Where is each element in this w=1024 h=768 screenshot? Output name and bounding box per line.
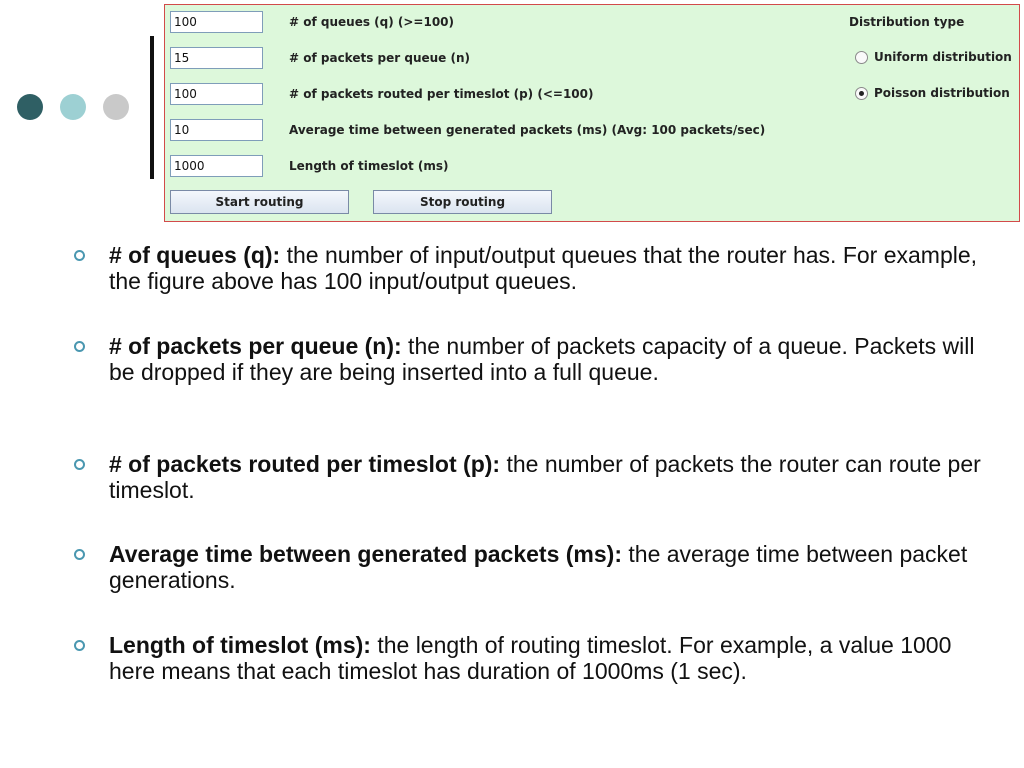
uniform-distribution-label: Uniform distribution: [874, 50, 1012, 64]
bullet-term: # of packets per queue (n):: [109, 333, 402, 359]
packets-per-timeslot-input[interactable]: [170, 83, 263, 105]
bullet-description: the average time between packet generations.: [109, 541, 968, 593]
bullet-description: the number of input/output queues that the router has. For example, the figure above has 100 input/output queues.: [109, 242, 978, 294]
queues-label: # of queues (q) (>=100): [289, 15, 455, 29]
start-routing-button[interactable]: Start routing: [170, 190, 349, 214]
queues-input[interactable]: [170, 11, 263, 33]
packets-per-timeslot-label: # of packets routed per timeslot (p) (<=100): [289, 87, 594, 101]
bullet-icon: [74, 250, 85, 261]
avg-generation-time-label: Average time between generated packets (ms) (Avg: 100 packets/sec): [289, 123, 766, 137]
uniform-distribution-option[interactable]: [855, 50, 1012, 64]
bullet-description: the length of routing timeslot. For example, a value 1000 here means that each timeslot has duration of 1000ms (1 sec).: [109, 632, 952, 684]
bullet-description: the number of packets capacity of a queue. Packets will be dropped if they are being inserted into a full queue.: [109, 333, 975, 385]
uniform-distribution-radio[interactable]: [855, 51, 868, 64]
poisson-distribution-label: Poisson distribution: [874, 86, 1010, 100]
timeslot-length-input[interactable]: [170, 155, 263, 177]
bullet-term: # of queues (q):: [109, 242, 281, 268]
bullet-icon: [74, 459, 85, 470]
bullet-term: Length of timeslot (ms):: [109, 632, 371, 658]
decorative-vertical-bar: [150, 36, 154, 179]
decorative-dot-dark: [17, 94, 43, 120]
bullet-description: the number of packets the router can route per timeslot.: [109, 451, 981, 503]
bullet-icon: [74, 640, 85, 651]
bullet-term: Average time between generated packets (ms):: [109, 541, 622, 567]
packets-per-queue-input[interactable]: [170, 47, 263, 69]
timeslot-length-label: Length of timeslot (ms): [289, 159, 449, 173]
stop-routing-button[interactable]: Stop routing: [373, 190, 552, 214]
router-settings-panel: [164, 4, 1020, 222]
bullet-term: # of packets routed per timeslot (p):: [109, 451, 501, 477]
poisson-distribution-option[interactable]: [855, 86, 1010, 100]
bullet-icon: [74, 549, 85, 560]
decorative-dot-light: [60, 94, 86, 120]
bullet-icon: [74, 341, 85, 352]
decorative-dot-gray: [103, 94, 129, 120]
distribution-type-title: Distribution type: [849, 15, 965, 29]
avg-generation-time-input[interactable]: [170, 119, 263, 141]
poisson-distribution-radio[interactable]: [855, 87, 868, 100]
packets-per-queue-label: # of packets per queue (n): [289, 51, 470, 65]
